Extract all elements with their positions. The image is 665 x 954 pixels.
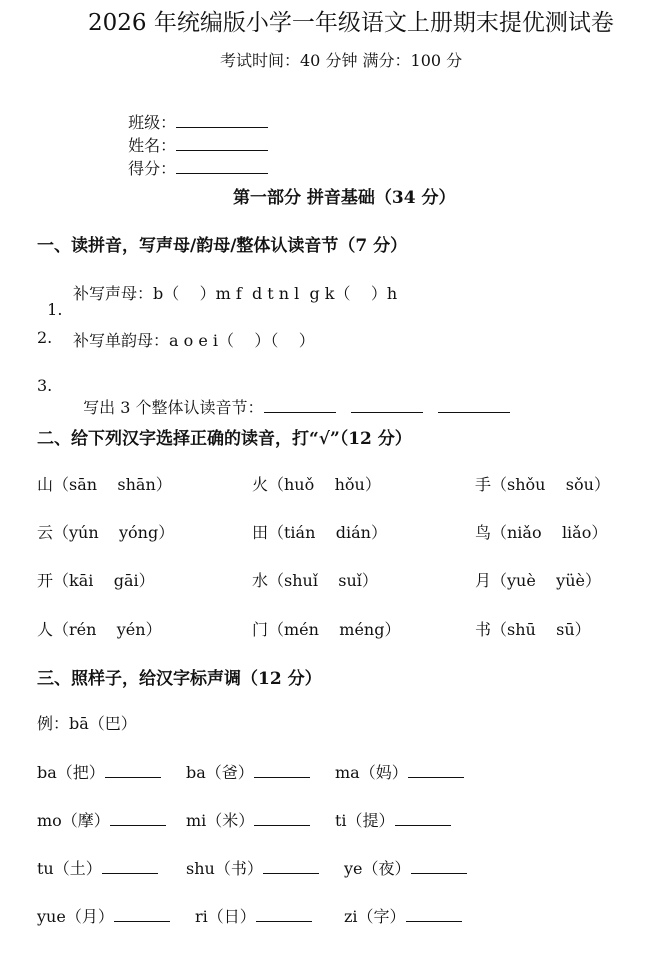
section-three-heading: 三、照样子，给汉字标声调（12 分）	[37, 669, 322, 689]
tone-item	[335, 760, 464, 783]
question-3-line	[73, 376, 510, 418]
pinyin-choice-item[interactable]: 山（sān shān）	[37, 475, 172, 494]
tone-item-label: ba（爸）	[186, 763, 254, 782]
tone-item-label: ma（妈）	[335, 763, 408, 782]
score-label: 得分：	[128, 159, 177, 178]
tone-answer-blank[interactable]	[110, 824, 166, 826]
tone-answer-blank[interactable]	[114, 920, 170, 922]
tone-answer-blank[interactable]	[254, 776, 310, 778]
tone-item	[37, 760, 161, 783]
tone-answer-blank[interactable]	[395, 824, 451, 826]
tone-item-label: mi（米）	[186, 811, 255, 830]
tone-item	[37, 856, 158, 879]
tone-example: 例：bā（巴）	[37, 714, 137, 733]
question-3-num: 3.	[37, 376, 53, 395]
tone-answer-blank[interactable]	[411, 872, 467, 874]
tone-answer-blank[interactable]	[254, 824, 310, 826]
tone-item-label: ri（日）	[195, 907, 256, 926]
tone-item-label: mo（摩）	[37, 811, 110, 830]
pinyin-choice-item[interactable]: 人（rén yén）	[37, 620, 162, 639]
tone-item-label: ti（提）	[335, 811, 395, 830]
tone-item-label: ba（把）	[37, 763, 105, 782]
student-info-line	[118, 91, 268, 179]
tone-answer-blank[interactable]	[256, 920, 312, 922]
score-blank[interactable]	[176, 172, 268, 174]
tone-item	[195, 904, 312, 927]
question-2-num: 2.	[37, 328, 53, 347]
tone-item	[186, 808, 310, 831]
question-3-text: 写出 3 个整体认读音节：	[83, 398, 264, 417]
tone-item-label: tu（土）	[37, 859, 102, 878]
tone-answer-blank[interactable]	[105, 776, 161, 778]
question-2-text: 补写单韵母：a o e i（ ）（ ）	[73, 331, 315, 350]
tone-answer-blank[interactable]	[102, 872, 158, 874]
answer-blank[interactable]	[438, 411, 510, 413]
name-blank[interactable]	[176, 149, 268, 151]
pinyin-choice-item[interactable]: 开（kāi gāi）	[37, 571, 155, 590]
section-one-heading: 一、读拼音，写声母/韵母/整体认读音节（7 分）	[37, 236, 408, 256]
tone-item	[344, 904, 462, 927]
pinyin-choice-item[interactable]: 鸟（niǎo liǎo）	[475, 523, 608, 542]
pinyin-choice-item[interactable]: 门（mén méng）	[252, 620, 401, 639]
tone-answer-blank[interactable]	[263, 872, 319, 874]
exam-time-line: 考试时间：40 分钟 满分：100 分	[220, 51, 463, 70]
answer-blank[interactable]	[264, 411, 336, 413]
tone-item-label: yue（月）	[37, 907, 114, 926]
tone-item	[186, 856, 319, 879]
question-1-number: 1.	[47, 300, 63, 319]
question-1-text: 补写声母：b（ ）m f d t n l g k（ ）h	[73, 284, 398, 303]
pinyin-choice-item[interactable]: 水（shuǐ suǐ）	[252, 571, 378, 590]
tone-item-label: ye（夜）	[344, 859, 411, 878]
pinyin-choice-item[interactable]: 云（yún yóng）	[37, 523, 175, 542]
tone-item	[186, 760, 310, 783]
class-label: 班级：	[128, 113, 177, 132]
tone-item	[335, 808, 451, 831]
tone-answer-blank[interactable]	[406, 920, 462, 922]
pinyin-choice-item[interactable]: 书（shū sū）	[475, 620, 591, 639]
class-blank[interactable]	[176, 126, 268, 128]
question-1	[37, 281, 62, 319]
tone-item	[37, 904, 170, 927]
part-one-title: 第一部分 拼音基础（34 分）	[233, 188, 456, 208]
pinyin-choice-item[interactable]: 手（shǒu sǒu）	[475, 475, 610, 494]
tone-item-label: shu（书）	[186, 859, 263, 878]
pinyin-choice-item[interactable]: 月（yuè yüè）	[475, 571, 601, 590]
tone-item	[37, 808, 166, 831]
answer-blank[interactable]	[351, 411, 423, 413]
tone-item	[344, 856, 467, 879]
tone-answer-blank[interactable]	[408, 776, 464, 778]
name-label: 姓名：	[128, 136, 177, 155]
pinyin-choice-item[interactable]: 田（tián dián）	[252, 523, 387, 542]
pinyin-choice-item[interactable]: 火（huǒ hǒu）	[252, 475, 381, 494]
page-title: 2026 年统编版小学一年级语文上册期末提优测试卷	[88, 10, 614, 36]
section-two-heading: 二、给下列汉字选择正确的读音，打“√”（12 分）	[37, 429, 412, 449]
tone-item-label: zi（字）	[344, 907, 406, 926]
